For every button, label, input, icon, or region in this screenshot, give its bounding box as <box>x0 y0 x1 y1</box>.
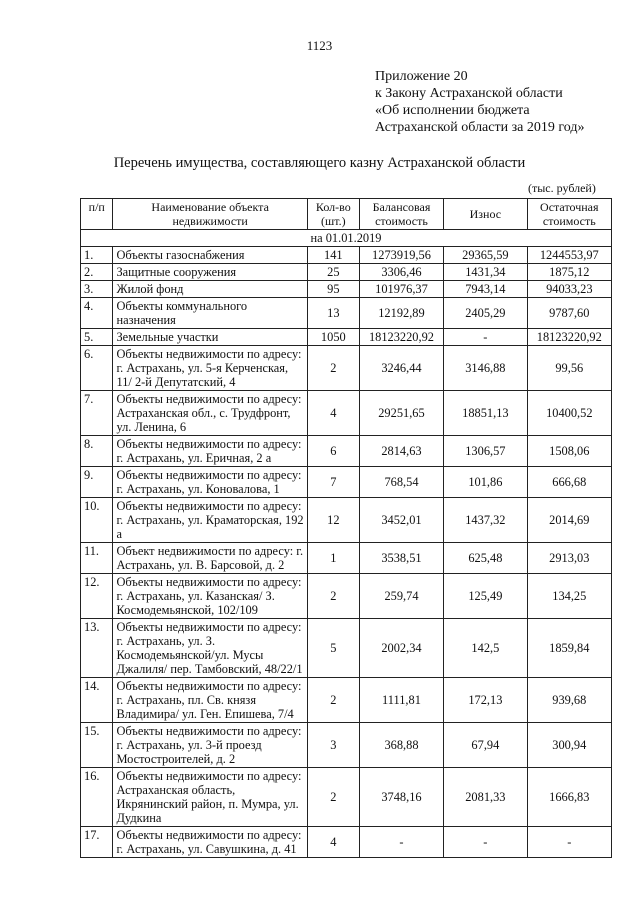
row-balance: 3246,44 <box>359 346 443 391</box>
row-num: 14. <box>81 678 113 723</box>
row-residual: 18123220,92 <box>527 329 611 346</box>
table-row <box>81 723 612 768</box>
table-row <box>81 827 612 858</box>
row-balance: 3538,51 <box>359 543 443 574</box>
row-qty: 25 <box>307 264 359 281</box>
row-qty: 2 <box>307 346 359 391</box>
row-residual: 2014,69 <box>527 498 611 543</box>
row-residual: 1666,83 <box>527 768 611 827</box>
page-number: 1123 <box>306 38 333 53</box>
row-wear: 67,94 <box>444 723 527 768</box>
row-num: 13. <box>81 619 113 678</box>
row-num: 12. <box>81 574 113 619</box>
row-balance: - <box>359 827 443 858</box>
header-residual: Остаточная стоимость <box>527 199 611 230</box>
row-name: Объект недвижимости по адресу: г. Астрахань, ул. В. Барсовой, д. 2 <box>113 543 307 574</box>
row-wear: 1437,32 <box>444 498 527 543</box>
row-name: Объекты коммунального назначения <box>113 298 307 329</box>
table-row <box>81 329 612 346</box>
row-name: Объекты недвижимости по адресу: г. Астрахань, ул. 5-я Керченская, 11/ 2-й Депутатский, 4 <box>113 346 307 391</box>
row-num: 1. <box>81 247 113 264</box>
date-row-label: на 01.01.2019 <box>81 230 612 247</box>
row-wear: 2081,33 <box>444 768 527 827</box>
row-wear: 1306,57 <box>444 436 527 467</box>
table-row <box>81 543 612 574</box>
appendix-header <box>375 68 584 136</box>
row-qty: 95 <box>307 281 359 298</box>
row-residual: 1244553,97 <box>527 247 611 264</box>
row-balance: 2814,63 <box>359 436 443 467</box>
row-num: 2. <box>81 264 113 281</box>
appendix-line: «Об исполнении бюджета <box>375 103 530 118</box>
table-row <box>81 768 612 827</box>
row-wear: 142,5 <box>444 619 527 678</box>
row-name: Объекты газоснабжения <box>113 247 307 264</box>
units-label: (тыс. рублей) <box>528 181 596 195</box>
row-qty: 2 <box>307 574 359 619</box>
row-name: Объекты недвижимости по адресу: г. Астрахань, ул. Еричная, 2 а <box>113 436 307 467</box>
row-balance: 2002,34 <box>359 619 443 678</box>
row-wear: 625,48 <box>444 543 527 574</box>
header-name: Наименование объекта недвижимости <box>113 199 307 230</box>
table-row <box>81 298 612 329</box>
row-wear: 18851,13 <box>444 391 527 436</box>
table-row <box>81 619 612 678</box>
row-num: 4. <box>81 298 113 329</box>
row-residual: 9787,60 <box>527 298 611 329</box>
row-balance: 259,74 <box>359 574 443 619</box>
table-row <box>81 678 612 723</box>
table-row <box>81 467 612 498</box>
header-num: п/п <box>81 199 113 230</box>
row-wear: 29365,59 <box>444 247 527 264</box>
document-title: Перечень имущества, составляющего казну Астраханской области <box>113 155 526 171</box>
row-wear: - <box>444 827 527 858</box>
row-num: 8. <box>81 436 113 467</box>
row-residual: 1875,12 <box>527 264 611 281</box>
row-balance: 3748,16 <box>359 768 443 827</box>
row-wear: 125,49 <box>444 574 527 619</box>
row-name: Защитные сооружения <box>113 264 307 281</box>
row-wear: 3146,88 <box>444 346 527 391</box>
row-residual: - <box>527 827 611 858</box>
row-qty: 3 <box>307 723 359 768</box>
row-num: 15. <box>81 723 113 768</box>
row-residual: 300,94 <box>527 723 611 768</box>
row-qty: 141 <box>307 247 359 264</box>
row-qty: 2 <box>307 768 359 827</box>
row-num: 10. <box>81 498 113 543</box>
appendix-line: Астраханской области за 2019 год» <box>375 120 585 135</box>
row-balance: 12192,89 <box>359 298 443 329</box>
row-residual: 2913,03 <box>527 543 611 574</box>
row-name: Объекты недвижимости по адресу: г. Астрахань, пл. Св. князя Владимира/ ул. Ген. Епишева, 7/4 <box>113 678 307 723</box>
row-name: Объекты недвижимости по адресу: г. Астрахань, ул. Коновалова, 1 <box>113 467 307 498</box>
row-residual: 666,68 <box>527 467 611 498</box>
row-wear: 172,13 <box>444 678 527 723</box>
row-residual: 10400,52 <box>527 391 611 436</box>
header-wear: Износ <box>444 199 527 230</box>
row-qty: 1 <box>307 543 359 574</box>
row-num: 11. <box>81 543 113 574</box>
header-qty: Кол-во (шт.) <box>307 199 359 230</box>
table-body <box>81 247 612 858</box>
row-qty: 13 <box>307 298 359 329</box>
date-row <box>81 230 612 247</box>
appendix-line: Приложение 20 <box>375 69 468 84</box>
table-row <box>81 574 612 619</box>
row-qty: 7 <box>307 467 359 498</box>
row-balance: 1273919,56 <box>359 247 443 264</box>
row-wear: - <box>444 329 527 346</box>
table-row <box>81 247 612 264</box>
row-balance: 368,88 <box>359 723 443 768</box>
row-wear: 7943,14 <box>444 281 527 298</box>
row-residual: 1859,84 <box>527 619 611 678</box>
row-balance: 101976,37 <box>359 281 443 298</box>
row-wear: 101,86 <box>444 467 527 498</box>
row-wear: 1431,34 <box>444 264 527 281</box>
row-name: Объекты недвижимости по адресу: г. Астрахань, ул. Казанская/ З. Космодемьянской, 102/109 <box>113 574 307 619</box>
row-residual: 94033,23 <box>527 281 611 298</box>
table-row <box>81 436 612 467</box>
row-balance: 29251,65 <box>359 391 443 436</box>
table-row <box>81 498 612 543</box>
row-name: Жилой фонд <box>113 281 307 298</box>
row-qty: 12 <box>307 498 359 543</box>
row-name: Земельные участки <box>113 329 307 346</box>
property-table <box>80 198 612 858</box>
row-qty: 5 <box>307 619 359 678</box>
row-balance: 768,54 <box>359 467 443 498</box>
row-num: 17. <box>81 827 113 858</box>
row-balance: 3452,01 <box>359 498 443 543</box>
row-num: 9. <box>81 467 113 498</box>
row-num: 5. <box>81 329 113 346</box>
row-residual: 939,68 <box>527 678 611 723</box>
row-residual: 134,25 <box>527 574 611 619</box>
row-name: Объекты недвижимости по адресу: Астраханская обл., с. Трудфронт, ул. Ленина, 6 <box>113 391 307 436</box>
row-name: Объекты недвижимости по адресу: г. Астрахань, ул. З. Космодемьянской/ул. Мусы Джалиля/ пер. Тамбовский, 48/22/1 <box>113 619 307 678</box>
row-balance: 18123220,92 <box>359 329 443 346</box>
row-balance: 1111,81 <box>359 678 443 723</box>
row-qty: 6 <box>307 436 359 467</box>
table-row <box>81 346 612 391</box>
row-name: Объекты недвижимости по адресу: г. Астрахань, ул. Краматорская, 192 а <box>113 498 307 543</box>
header-balance: Балансовая стоимость <box>359 199 443 230</box>
row-wear: 2405,29 <box>444 298 527 329</box>
row-num: 3. <box>81 281 113 298</box>
row-name: Объекты недвижимости по адресу: г. Астрахань, ул. 3-й проезд Мостостроителей, д. 2 <box>113 723 307 768</box>
table-row <box>81 281 612 298</box>
row-qty: 1050 <box>307 329 359 346</box>
row-num: 16. <box>81 768 113 827</box>
appendix-line: к Закону Астраханской области <box>375 86 563 101</box>
row-num: 7. <box>81 391 113 436</box>
table-row <box>81 264 612 281</box>
row-qty: 4 <box>307 391 359 436</box>
row-residual: 99,56 <box>527 346 611 391</box>
row-residual: 1508,06 <box>527 436 611 467</box>
row-name: Объекты недвижимости по адресу: г. Астрахань, ул. Савушкина, д. 41 <box>113 827 307 858</box>
row-qty: 4 <box>307 827 359 858</box>
row-balance: 3306,46 <box>359 264 443 281</box>
row-num: 6. <box>81 346 113 391</box>
row-qty: 2 <box>307 678 359 723</box>
table-header-row <box>81 199 612 230</box>
table-row <box>81 391 612 436</box>
row-name: Объекты недвижимости по адресу: Астраханская область, Икрянинский район, п. Мумра, ул. Дудкина <box>113 768 307 827</box>
